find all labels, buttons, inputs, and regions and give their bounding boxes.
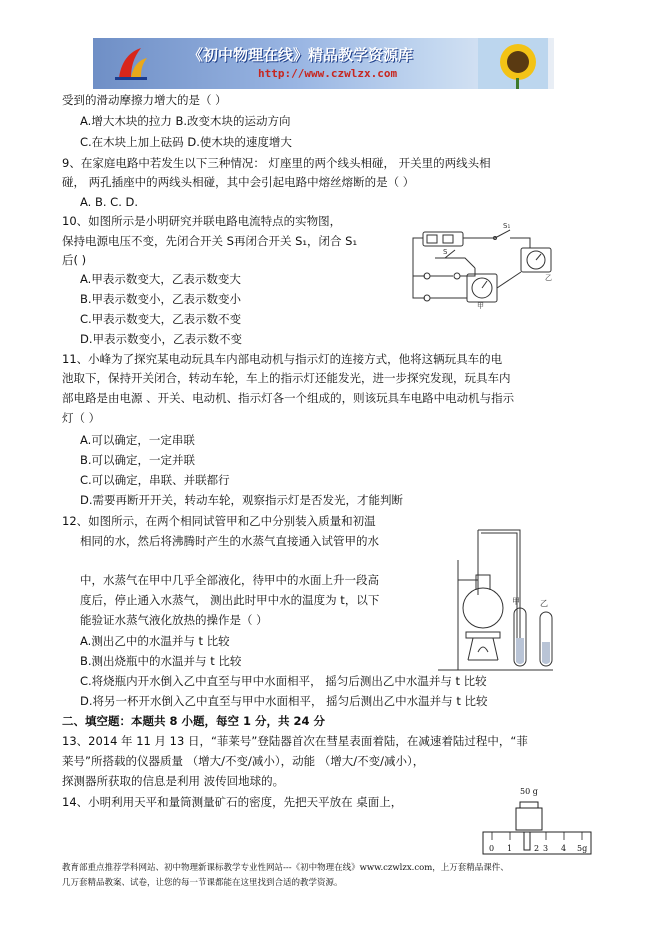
balance-scale-figure: [480, 782, 595, 860]
option-line: B.甲表示数变小，乙表示数变小: [80, 292, 242, 306]
logo-icon: [111, 44, 151, 84]
text-line: 部电路是由电源 、开关、电动机、指示灯各一个组成的，则该玩具车电路中电动机与指示: [62, 391, 515, 405]
tube-yi-label: 乙: [540, 599, 548, 608]
text-line: 莱号”所搭载的仪器质量 （增大/不变/减小），动能 （增大/不变/减小），: [62, 754, 425, 768]
text-line: 能验证水蒸气液化放热的操作是（ ）: [80, 613, 268, 627]
tube-jia-label: 甲: [512, 597, 520, 606]
steam-apparatus-diagram: [428, 520, 558, 678]
text-line: 灯（ ）: [62, 411, 101, 425]
switch-s1-label: S₁: [503, 222, 511, 230]
parallel-circuit-diagram: [405, 218, 565, 310]
banner-url: http://www.czwlzx.com: [258, 67, 398, 80]
scale-tick-label: 2: [534, 844, 540, 853]
switch-s-label: S: [443, 248, 448, 256]
text-line: 受到的滑动摩擦力增大的是（ ）: [62, 93, 227, 107]
text-line: 保持电源电压不变，先闭合开关 S再闭合开关 S₁，闭合 S₁: [62, 234, 358, 248]
question-13: 13、2014 年 11 月 13 日，“菲莱号”登陆器首次在彗星表面着陆，在减速着陆过程中，“菲: [62, 734, 528, 748]
option-line: A.可以确定，一定串联: [80, 433, 195, 447]
weight-label: 50 g: [520, 787, 538, 796]
option-line: D.甲表示数变小，乙表示数不变: [80, 332, 243, 346]
text-line: 池取下，保持开关闭合，转动车轮，车上的指示灯还能发光，进一步探究发现，玩具车内: [62, 371, 511, 385]
option-line: A.测出乙中的水温并与 t 比较: [80, 634, 230, 648]
question-11: 11、小峰为了探究某电动玩具车内部电动机与指示灯的连接方式，他将这辆玩具车的电: [62, 352, 503, 366]
option-line: A.甲表示数变大，乙表示数变大: [80, 272, 241, 286]
option-line: C.将烧瓶内开水倒入乙中直至与甲中水面相平， 摇匀后测出乙中水温并与 t 比较: [80, 674, 487, 688]
scale-tick-label: 5g: [577, 844, 588, 853]
scale-tick-label: 0: [489, 844, 495, 853]
footer-line: 几万套精品教案、试卷，让您的每一节课都能在这里找到合适的教学资源。: [62, 878, 343, 888]
sunflower-icon: [478, 38, 548, 89]
ammeter-jia-label: 甲: [477, 302, 484, 310]
text-line: 相同的水，然后将沸腾时产生的水蒸气直接通入试管甲的水: [80, 534, 379, 548]
option-line: C.甲表示数变大，乙表示数不变: [80, 312, 242, 326]
option-line: C.可以确定，串联、并联都行: [80, 473, 230, 487]
scale-tick-label: 4: [561, 844, 567, 853]
question-10: 10、如图所示是小明研究并联电路电流特点的实物图，: [62, 214, 342, 228]
option-line: D.需要再断开开关，转动车轮，观察指示灯是否发光，才能判断: [80, 493, 404, 507]
scale-tick-label: 1: [507, 844, 513, 853]
text-line: 后( ): [62, 253, 87, 267]
option-line: A.增大木块的拉力 B.改变木块的运动方向: [80, 114, 291, 128]
text-line: 中，水蒸气在甲中几乎全部液化，待甲中的水面上升一段高: [80, 573, 379, 587]
question-12: 12、如图所示，在两个相同试管甲和乙中分别装入质量和初温: [62, 514, 376, 528]
section-heading: 二、填空题：本题共 8 小题，每空 1 分，共 24 分: [62, 714, 326, 728]
ammeter-yi-label: 乙: [545, 274, 552, 282]
option-line: C.在木块上加上砝码 D.使木块的速度增大: [80, 135, 292, 149]
option-line: D.将另一杯开水倒入乙中直至与甲中水面相平， 摇匀后测出乙中水温并与 t 比较: [80, 694, 488, 708]
text-line: 探测器所获取的信息是利用 波传回地球的。: [62, 774, 285, 788]
question-14: 14、小明利用天平和量筒测量矿石的密度，先把天平放在 桌面上，: [62, 795, 403, 809]
footer-line: 教育部重点推荐学科网站、初中物理新课标教学专业性网站---《初中物理在线》www.czwlzx.com，上万套精品课件、: [62, 863, 509, 873]
text-line: 度后，停止通入水蒸气， 测出此时甲中水的温度为 t，以下: [80, 593, 380, 607]
option-line: B.测出烧瓶中的水温并与 t 比较: [80, 654, 242, 668]
scale-tick-label: 3: [543, 844, 549, 853]
banner-title: 《初中物理在线》精品教学资源库: [188, 46, 414, 64]
header-banner: [93, 38, 554, 89]
option-line: A. B. C. D.: [80, 195, 139, 209]
question-9: 9、在家庭电路中若发生以下三种情况： 灯座里的两个线头相碰， 开关里的两线头相: [62, 156, 491, 170]
text-line: 碰， 两孔插座中的两线头相碰，其中会引起电路中熔丝熔断的是（ ）: [62, 175, 415, 189]
option-line: B.可以确定，一定并联: [80, 453, 196, 467]
